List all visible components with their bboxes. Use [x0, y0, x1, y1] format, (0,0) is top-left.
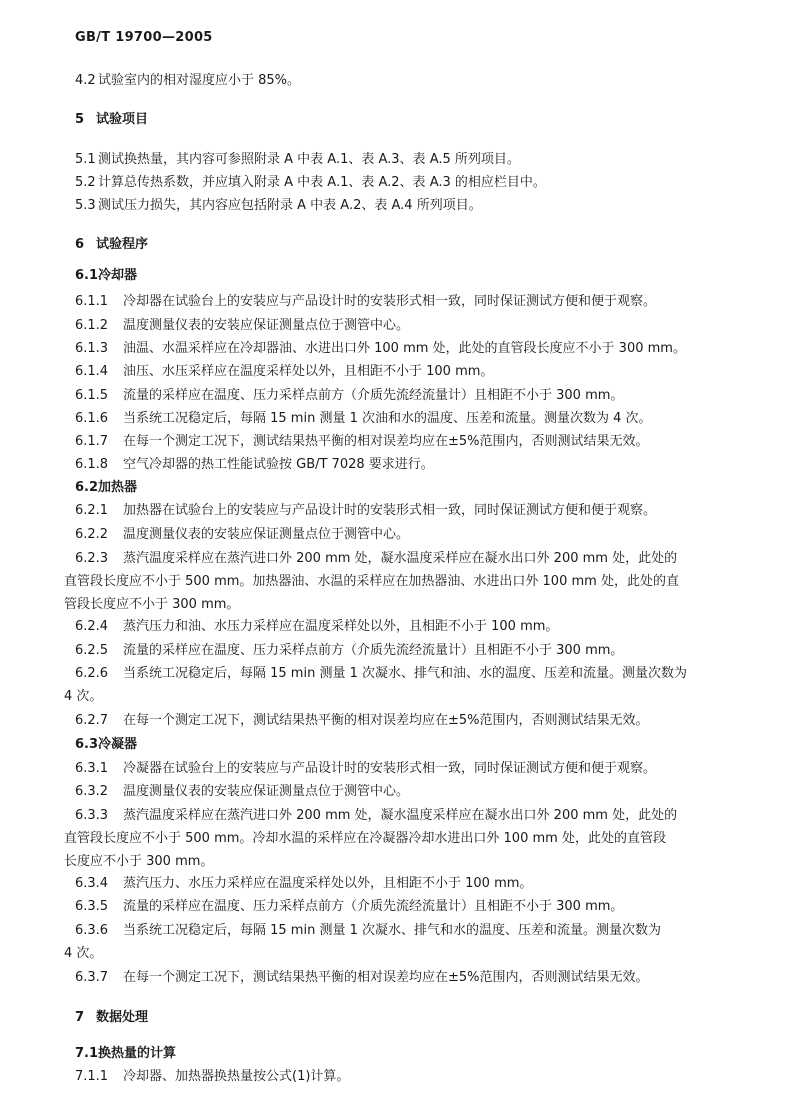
- clause-number: 6.3.1: [75, 761, 109, 776]
- clause-text: 温度测量仪表的安装应保证测量点位于测管中心。: [123, 784, 410, 799]
- clause-number: 6.1.7: [75, 434, 109, 449]
- section-heading: 冷却器: [98, 268, 138, 283]
- clause-number: 6: [75, 237, 85, 252]
- section-heading: 冷凝器: [98, 737, 138, 752]
- clause-number: 6.1.6: [75, 411, 109, 426]
- clause-number: 7.1: [75, 1046, 99, 1061]
- clause-text: 流量的采样应在温度、压力采样点前方（介质先流经流量计）且相距不小于 300 mm。: [123, 643, 624, 658]
- clause-text: 蒸汽温度采样应在蒸汽进口外 200 mm 处，凝水温度采样应在凝水出口外 200 mm 处，此处的: [123, 808, 678, 823]
- clause-text: 当系统工况稳定后，每隔 15 min 测量 1 次油和水的温度、压差和流量。测量次数为 4 次。: [123, 411, 652, 426]
- clause-number: 5.3: [75, 198, 96, 213]
- clause-number: 5.2: [75, 175, 96, 190]
- clause-number: 6.2.5: [75, 643, 109, 658]
- section-heading: 数据处理: [96, 1010, 149, 1025]
- clause-number: 6.2.6: [75, 666, 109, 681]
- clause-text: 计算总传热系数，并应填入附录 A 中表 A.1、表 A.2、表 A.3 的相应栏目中。: [98, 175, 546, 190]
- clause-text: 空气冷却器的热工性能试验按 GB/T 7028 要求进行。: [123, 457, 434, 472]
- section-heading: 试验项目: [96, 112, 149, 127]
- clause-number: 6.3.6: [75, 923, 109, 938]
- clause-number: 7.1.1: [75, 1069, 109, 1084]
- clause-number: 5: [75, 112, 85, 127]
- clause-number: 6.1.5: [75, 388, 109, 403]
- clause-text: 测试换热量，其内容可参照附录 A 中表 A.1、表 A.3、表 A.5 所列项目。: [98, 152, 520, 167]
- clause-text-continuation: 4 次。: [64, 689, 103, 704]
- clause-number: 6.1.3: [75, 341, 109, 356]
- standard-code-header: GB/T 19700—2005: [75, 30, 213, 45]
- clause-text: 温度测量仪表的安装应保证测量点位于测管中心。: [123, 527, 410, 542]
- clause-text: 油温、水温采样应在冷却器油、水进出口外 100 mm 处，此处的直管段长度应不小于 300 mm。: [123, 341, 686, 356]
- section-heading: 换热量的计算: [98, 1046, 177, 1061]
- clause-text: 流量的采样应在温度、压力采样点前方（介质先流经流量计）且相距不小于 300 mm。: [123, 388, 624, 403]
- section-heading: 试验程序: [96, 237, 149, 252]
- clause-text: 冷凝器在试验台上的安装应与产品设计时的安装形式相一致，同时保证测试方便和便于观察。: [123, 761, 657, 776]
- clause-number: 6.3.5: [75, 899, 109, 914]
- clause-number: 6.3.3: [75, 808, 109, 823]
- clause-number: 7: [75, 1010, 85, 1025]
- clause-text: 在每一个测定工况下，测试结果热平衡的相对误差均应在±5%范围内，否则测试结果无效。: [123, 713, 649, 728]
- clause-text: 冷却器在试验台上的安装应与产品设计时的安装形式相一致，同时保证测试方便和便于观察。: [123, 294, 657, 309]
- clause-number: 6.2.4: [75, 619, 109, 634]
- clause-number: 6.2.3: [75, 551, 109, 566]
- clause-number: 6.1.1: [75, 294, 109, 309]
- clause-number: 6.1.2: [75, 318, 109, 333]
- clause-number: 6.2.7: [75, 713, 109, 728]
- clause-text-continuation: 4 次。: [64, 946, 103, 961]
- clause-text: 温度测量仪表的安装应保证测量点位于测管中心。: [123, 318, 410, 333]
- clause-text-continuation: 管段长度应不小于 300 mm。: [64, 597, 240, 612]
- clause-text: 当系统工况稳定后，每隔 15 min 测量 1 次凝水、排气和水的温度、压差和流量。测量次数为: [123, 923, 661, 938]
- clause-text: 测试压力损失，其内容应包括附录 A 中表 A.2、表 A.4 所列项目。: [98, 198, 482, 213]
- clause-number: 6.1.8: [75, 457, 109, 472]
- clause-text: 试验室内的相对湿度应小于 85%。: [98, 73, 301, 88]
- clause-number: 6.1: [75, 268, 99, 283]
- clause-text-continuation: 直管段长度应不小于 500 mm。冷却水温的采样应在冷凝器冷却水进出口外 100 mm 处，此处的直管段: [64, 831, 666, 846]
- clause-text: 蒸汽温度采样应在蒸汽进口外 200 mm 处，凝水温度采样应在凝水出口外 200 mm 处，此处的: [123, 551, 678, 566]
- clause-text: 流量的采样应在温度、压力采样点前方（介质先流经流量计）且相距不小于 300 mm。: [123, 899, 624, 914]
- clause-number: 6.3.2: [75, 784, 109, 799]
- clause-text: 加热器在试验台上的安装应与产品设计时的安装形式相一致，同时保证测试方便和便于观察。: [123, 503, 657, 518]
- clause-number: 5.1: [75, 152, 96, 167]
- clause-text-continuation: 直管段长度应不小于 500 mm。加热器油、水温的采样应在加热器油、水进出口外 100 mm 处，此处的直: [64, 574, 679, 589]
- clause-text: 冷却器、加热器换热量按公式(1)计算。: [123, 1069, 350, 1084]
- clause-number: 6.2.2: [75, 527, 109, 542]
- clause-text: 在每一个测定工况下，测试结果热平衡的相对误差均应在±5%范围内，否则测试结果无效。: [123, 434, 649, 449]
- clause-text: 蒸汽压力和油、水压力采样应在温度采样处以外，且相距不小于 100 mm。: [123, 619, 559, 634]
- clause-number: 6.3.4: [75, 876, 109, 891]
- clause-text: 蒸汽压力、水压力采样应在温度采样处以外，且相距不小于 100 mm。: [123, 876, 533, 891]
- clause-number: 4.2: [75, 73, 96, 88]
- clause-number: 6.2.1: [75, 503, 109, 518]
- clause-number: 6.2: [75, 480, 99, 495]
- clause-text: 在每一个测定工况下，测试结果热平衡的相对误差均应在±5%范围内，否则测试结果无效。: [123, 970, 649, 985]
- clause-number: 6.3: [75, 737, 99, 752]
- section-heading: 加热器: [98, 480, 138, 495]
- clause-text: 当系统工况稳定后，每隔 15 min 测量 1 次凝水、排气和油、水的温度、压差和流量。测量次数为: [123, 666, 687, 681]
- clause-text: 油压、水压采样应在温度采样处以外，且相距不小于 100 mm。: [123, 364, 494, 379]
- clause-number: 6.1.4: [75, 364, 109, 379]
- clause-number: 6.3.7: [75, 970, 109, 985]
- clause-text-continuation: 长度应不小于 300 mm。: [64, 854, 214, 869]
